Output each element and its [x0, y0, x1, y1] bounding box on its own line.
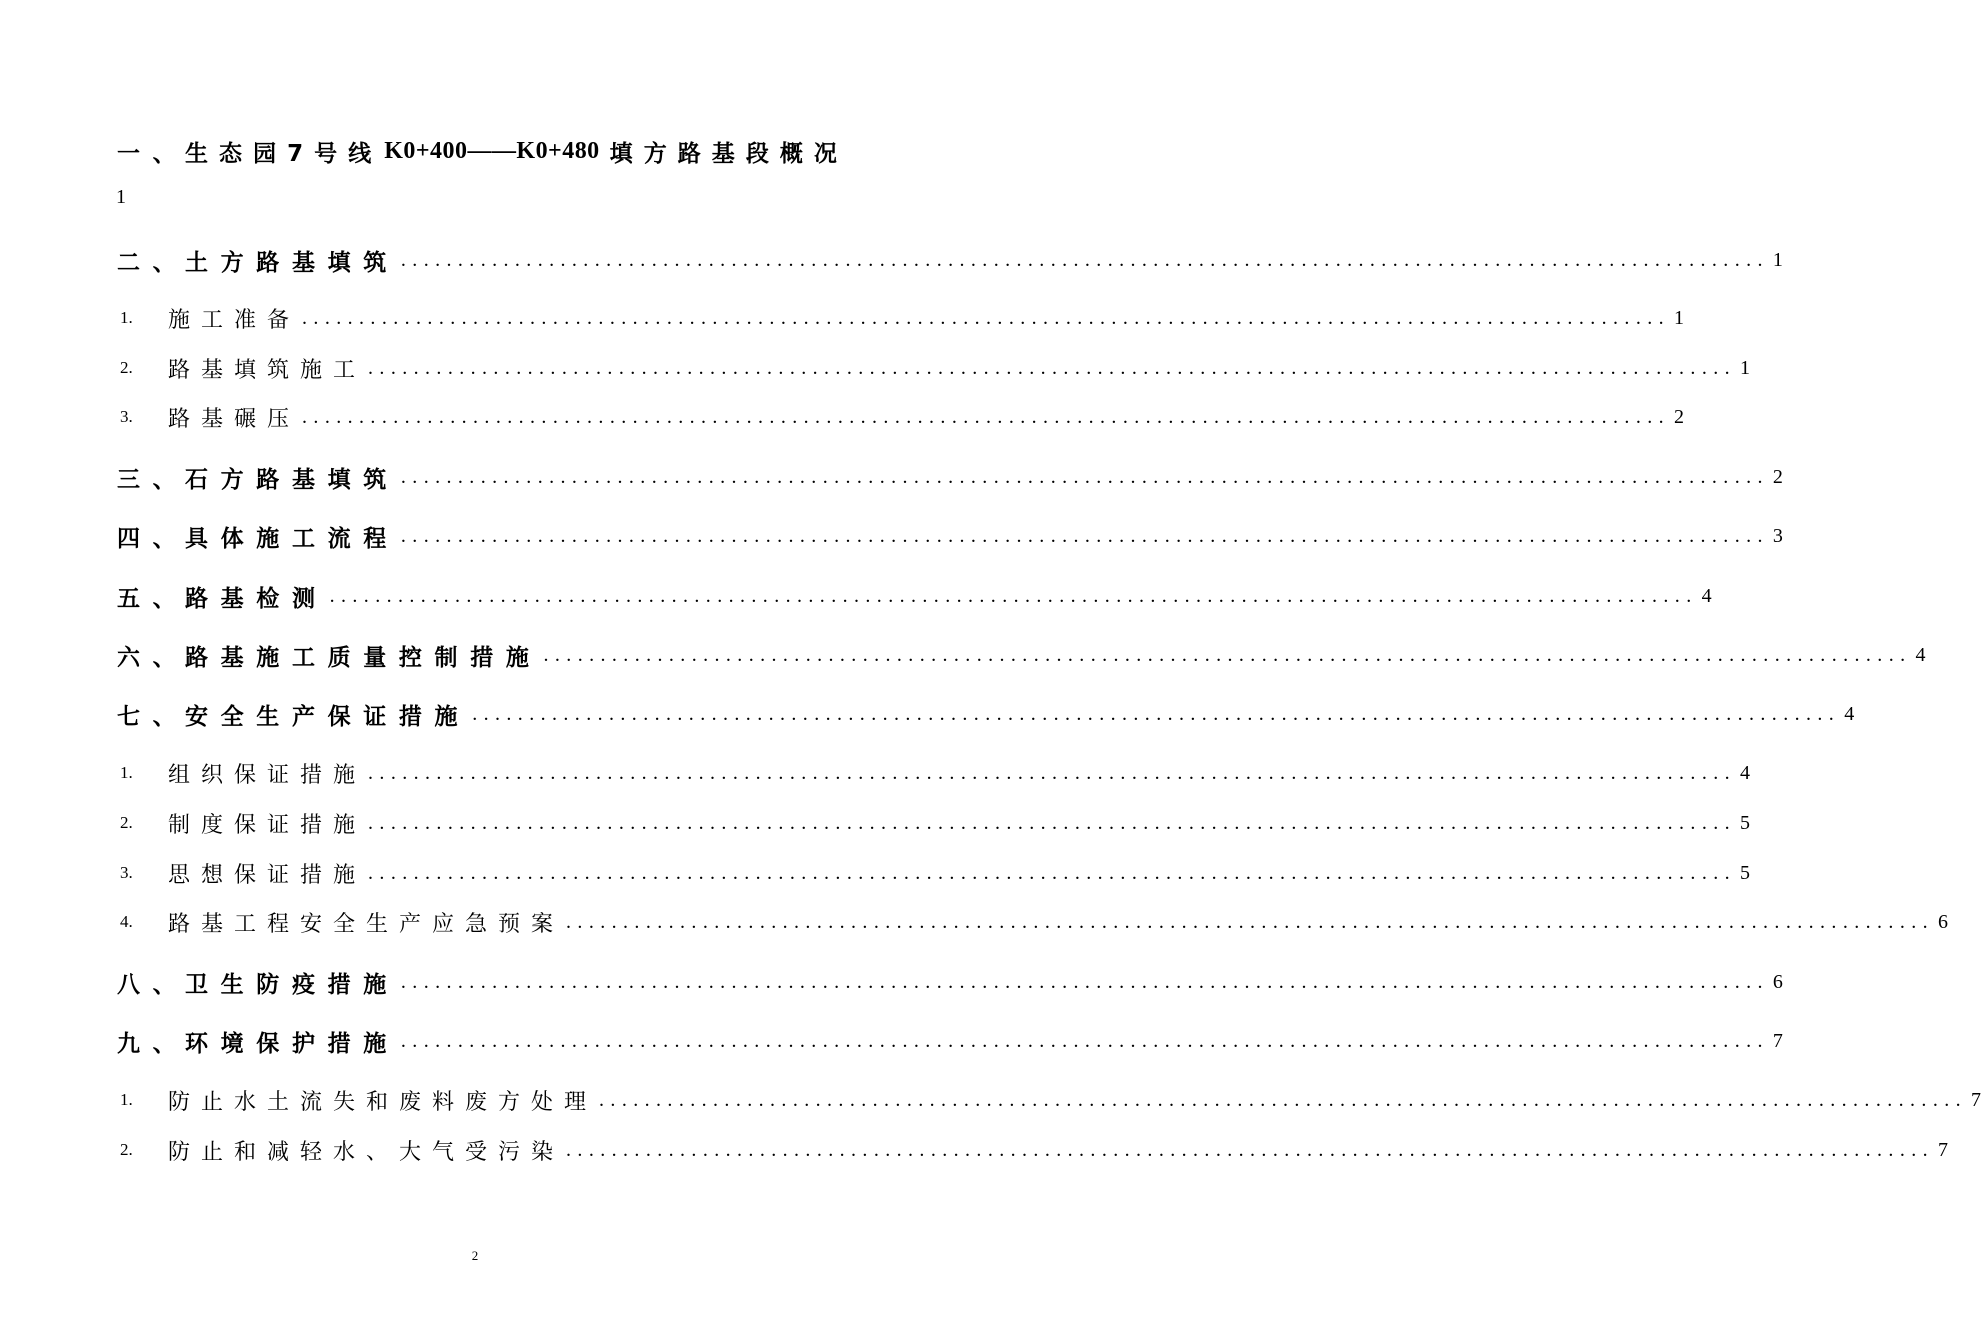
toc-entry[interactable] — [117, 460, 1783, 494]
toc-entry-page: 2 — [1674, 405, 1685, 428]
toc-entry-page: 2 — [1772, 465, 1783, 488]
toc-entry-page: 7 — [1938, 1138, 1949, 1161]
toc-entry-page: 6 — [1938, 910, 1949, 933]
toc-entry-page: 1 — [1772, 248, 1783, 271]
toc-entry-title: 施工准备 — [168, 307, 301, 333]
toc-entry-number: 1. — [120, 763, 133, 782]
toc-entry-number: 3. — [120, 407, 133, 426]
toc-entry-title: 安全生产保证措施 — [185, 703, 471, 730]
toc-dot-leader: ........................................................................................................................ — [368, 811, 1737, 834]
toc-entry-page: 5 — [1740, 861, 1751, 884]
toc-dot-leader: ........................................................................................................................ — [400, 248, 1769, 271]
toc-entry-title: 防止和减轻水、大气受污染 — [168, 1139, 565, 1165]
toc-dot-leader: ........................................................................................................................ — [566, 910, 1935, 933]
toc-entry-title: 思想保证措施 — [168, 862, 367, 888]
toc-dot-leader: ........................................................................................................................ — [472, 702, 1841, 725]
toc-entry-page: 4 — [1844, 702, 1855, 725]
toc-entry-number: 六、 — [117, 644, 189, 671]
toc-entry-number: 二、 — [117, 249, 189, 276]
toc-entry[interactable] — [117, 519, 1783, 553]
toc-entry-number: 一、 — [117, 140, 189, 167]
toc-dot-leader: ........................................................................................................................ — [400, 1029, 1769, 1052]
toc-entry[interactable] — [117, 756, 1751, 790]
toc-dot-leader: ........................................................................................................................ — [368, 861, 1737, 884]
toc-entry[interactable] — [117, 856, 1751, 890]
toc-entry-page: 1 — [1674, 306, 1685, 329]
toc-entry-title: 组织保证措施 — [168, 762, 367, 788]
toc-entry-number: 3. — [120, 863, 133, 882]
toc-entry[interactable] — [117, 1024, 1783, 1058]
toc-dot-leader: ........................................................................................................................ — [302, 306, 1671, 329]
toc-entry[interactable] — [117, 351, 1751, 385]
toc-entry[interactable] — [117, 965, 1783, 999]
toc-entry[interactable] — [117, 243, 1783, 277]
toc-dot-leader: ........................................................................................................................ — [566, 1138, 1935, 1161]
toc-entry-page: 4 — [1701, 584, 1712, 607]
toc-entry-title: 生态园7号线 — [185, 140, 383, 167]
toc-entry-title: 具体施工流程 — [185, 525, 399, 552]
toc-entry-number: 1. — [120, 308, 133, 327]
toc-entry-title-end: 填方路基段概况 — [609, 140, 848, 167]
toc-entry-title: 制度保证措施 — [168, 812, 367, 838]
toc-entry-title: 路基碾压 — [168, 406, 301, 432]
toc-entry-number: 1. — [120, 1090, 133, 1109]
toc-entry[interactable] — [117, 806, 1751, 840]
toc-entry[interactable] — [117, 301, 1685, 335]
toc-entry[interactable] — [117, 1133, 1949, 1167]
toc-dot-leader: ........................................................................................................................ — [368, 761, 1737, 784]
toc-entry-page: 1 — [1740, 356, 1751, 379]
toc-entry-1[interactable] — [117, 133, 848, 169]
toc-entry-number: 2. — [120, 813, 133, 832]
toc-dot-leader: ........................................................................................................................ — [599, 1088, 1968, 1111]
toc-entry-page: 1 — [116, 186, 126, 208]
toc-dot-leader: ........................................................................................................................ — [400, 465, 1769, 488]
toc-entry-number: 八、 — [117, 971, 189, 998]
toc-entry[interactable] — [117, 1083, 1981, 1117]
toc-dot-leader: ........................................................................................................................ — [302, 405, 1671, 428]
toc-entry[interactable] — [117, 697, 1855, 731]
toc-entry-page: 7 — [1971, 1088, 1981, 1111]
toc-entry-page: 3 — [1772, 524, 1783, 547]
toc-entry-title: 路基施工质量控制措施 — [185, 644, 542, 671]
toc-entry-title: 土方路基填筑 — [185, 249, 399, 276]
toc-dot-leader: ........................................................................................................................ — [400, 524, 1769, 547]
toc-entry[interactable] — [117, 905, 1949, 939]
toc-entry-page: 4 — [1915, 643, 1926, 666]
toc-dot-leader: ........................................................................................................................ — [329, 584, 1698, 607]
toc-entry-number: 2. — [120, 1140, 133, 1159]
toc-entry-title: 路基工程安全生产应急预案 — [168, 911, 565, 937]
toc-entry-title-code: K0+400——K0+480 — [384, 137, 600, 164]
toc-entry-number: 七、 — [117, 703, 189, 730]
toc-entry-page: 4 — [1740, 761, 1751, 784]
toc-entry[interactable] — [117, 579, 1712, 613]
toc-dot-leader: ........................................................................................................................ — [400, 970, 1769, 993]
toc-entry[interactable] — [117, 400, 1685, 434]
footer-page-number: 2 — [471, 1248, 479, 1263]
toc-entry-title: 路基检测 — [185, 585, 328, 612]
toc-entry-number: 五、 — [117, 585, 189, 612]
toc-dot-leader: ........................................................................................................................ — [543, 643, 1912, 666]
toc-entry-number: 四、 — [117, 525, 189, 552]
toc-entry-page: 7 — [1772, 1029, 1783, 1052]
toc-entry-title: 环境保护措施 — [185, 1030, 399, 1057]
toc-entry-title: 防止水土流失和废料废方处理 — [168, 1089, 598, 1115]
toc-entry[interactable] — [117, 638, 1926, 672]
toc-entry-title: 路基填筑施工 — [168, 357, 367, 383]
toc-dot-leader: ........................................................................................................................ — [368, 356, 1737, 379]
toc-entry-number: 九、 — [117, 1030, 189, 1057]
toc-entry-page: 5 — [1740, 811, 1751, 834]
toc-entry-title: 石方路基填筑 — [185, 466, 399, 493]
toc-entry-page: 6 — [1772, 970, 1783, 993]
toc-entry-title: 卫生防疫措施 — [185, 971, 399, 998]
toc-entry-number: 2. — [120, 358, 133, 377]
toc-entry-number: 4. — [120, 912, 133, 931]
toc-entry-number: 三、 — [117, 466, 189, 493]
